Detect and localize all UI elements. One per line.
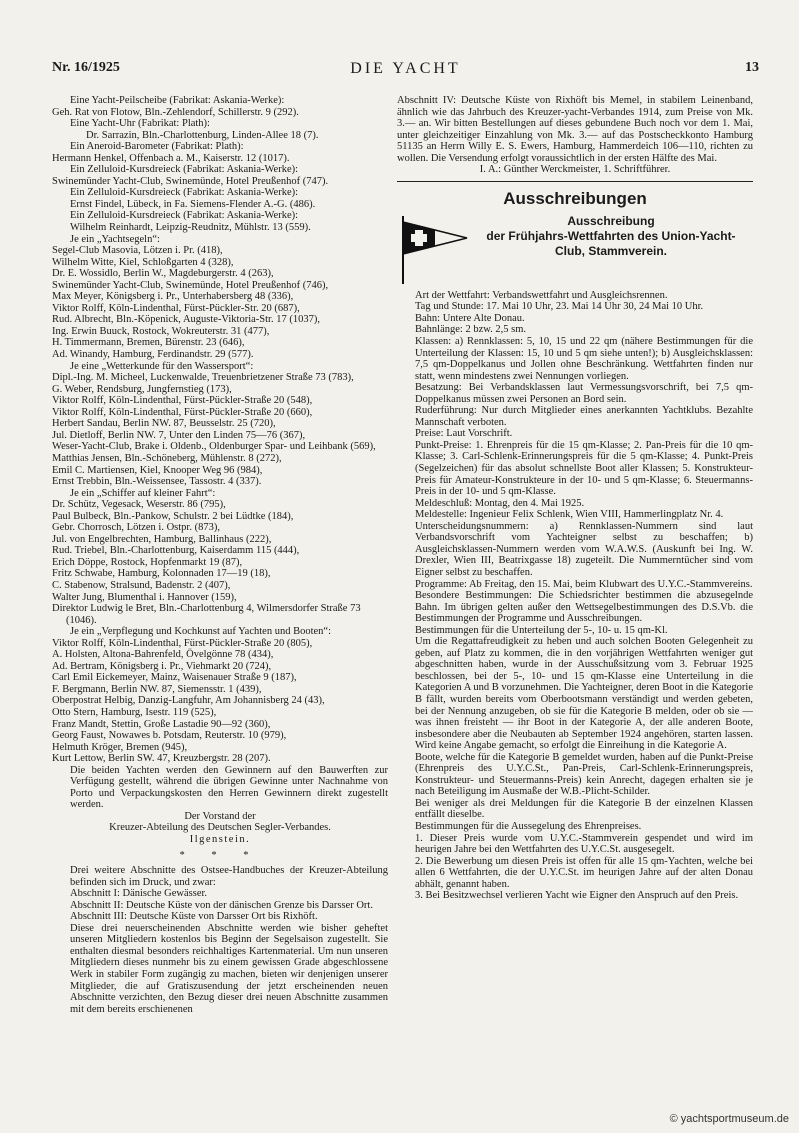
announcement-paragraph: Bei weniger als drei Meldungen für die Kategorie B der einzelnen Klassen entfällt dieselbe. bbox=[415, 797, 753, 821]
list-item: Wilhelm Witte, Kiel, Schloßgarten 4 (328), bbox=[52, 256, 234, 268]
list-item: Dipl.-Ing. M. Micheel, Luckenwalde, Treuenbrietzener Straße 73 (783), bbox=[52, 372, 354, 384]
announcement-title-line-3: Club, Stammverein. bbox=[554, 243, 668, 258]
list-item: Ad. Winandy, Hamburg, Ferdinandstr. 29 (577). bbox=[52, 349, 254, 361]
closing-paragraph: Die beiden Yachten werden den Gewinnern auf den Bauwerften zur Verfügung gestellt, während die übrigen Gewinne unter Nachnahme von Porto und Verpackungskosten den Herren Gewinnern direkt zugestellt werden. bbox=[70, 764, 388, 811]
prize-line: Dr. Sarrazin, Bln.-Charlottenburg, Linden-Allee 18 (7). bbox=[86, 129, 319, 141]
list-item: H. Timmermann, Bremen, Bürenstr. 23 (646), bbox=[52, 337, 245, 349]
list-item: Otto Stern, Hamburg, Isestr. 119 (525), bbox=[52, 706, 217, 718]
announcement-paragraph: Ruderführung: Nur durch Mitglieder eines anerkannten Yachtklubs. Bezahlte Mannschaft verboten. bbox=[415, 405, 753, 428]
list-item: Max Meyer, Königsberg i. Pr., Unterhabersberg 48 (336), bbox=[52, 291, 294, 303]
list-item: Emil C. Martiensen, Kiel, Knooper Weg 96 (984), bbox=[52, 464, 263, 476]
list-item: A. Holsten, Altona-Bahrenfeld, Övelgönne 78 (434), bbox=[52, 649, 274, 661]
announcement-paragraph: Bahn: Untere Alte Donau. bbox=[415, 312, 525, 324]
announcement-paragraph: Meldeschluß: Montag, den 4. Mai 1925. bbox=[415, 497, 585, 509]
list-item: Viktor Rolff, Köln-Lindenthal, Fürst-Pückler-Straße 20 (548), bbox=[52, 395, 313, 407]
horizontal-rule bbox=[397, 181, 753, 182]
handbuch-continuation: Abschnitt IV: Deutsche Küste von Rixhöft bis Memel, in stabilem Leinenband, ähnlich wie das Jahrbuch des Kreuzer-yacht-Verbandes 1914, zum Preise von Mk. 3.— an. Wir bitten Bestellungen auf dieses gebundene Buch noch vor dem 1. Mai, unter gleichzeitiger Einzahlung von Mk. 3.— auf das Postscheckkonto Hamburg 51135 an Herrn Willy E. S. Ewers, Hamburg, Hammerdeich 106—110, richten zu wollen. Die Versendung erfolgt voraussichtlich in der ersten Hälfte des Mai. bbox=[397, 95, 753, 164]
yachtsegeln-list bbox=[52, 245, 388, 360]
abschnitt-2: Abschnitt II: Deutsche Küste von der dänischen Grenze bis Darsser Ort. bbox=[70, 899, 373, 911]
list-item: Gebr. Chorrosch, Lötzen i. Ostpr. (873), bbox=[52, 522, 220, 534]
list-item: Ernst Trebbin, Bln.-Weissensee, Tassostr. 4 (337). bbox=[52, 476, 262, 488]
list-item: Rud. Triebel, Bln.-Charlottenburg, Kaiserdamm 115 (444), bbox=[52, 545, 300, 557]
list-item: Kurt Lettow, Berlin SW. 47, Kreuzbergstr. 28 (207). bbox=[52, 753, 271, 765]
list-item: Jul. von Engelbrechten, Hamburg, Ballinhaus (222), bbox=[52, 533, 272, 545]
abschnitt-3: Abschnitt III: Deutsche Küste von Darsser Ort bis Rixhöft. bbox=[70, 911, 318, 923]
prize-line: Ein Zelluloid-Kursdreieck (Fabrikat: Askania-Werke): bbox=[70, 210, 299, 222]
announcement-paragraph: Bestimmungen für die Aussegelung des Ehrenpreises. bbox=[415, 820, 642, 832]
prize-line: Hermann Henkel, Offenbach a. M., Kaiserstr. 12 (1017). bbox=[52, 152, 290, 164]
handbuch-intro: Drei weitere Abschnitte des Ostsee-Handbuches der Kreuzer-Abteilung befinden sich im Druck, und zwar: bbox=[70, 865, 388, 888]
prize-line: Ein Zelluloid-Kursdreieck (Fabrikat: Askania-Werke): bbox=[70, 187, 299, 199]
announcement-paragraph: Meldestelle: Ingenieur Felix Schlenk, Wien VIII, Hammerlingplatz Nr. 4. bbox=[415, 509, 724, 521]
prize-line: Ein Zelluloid-Kursdreieck (Fabrikat: Askania-Werke): bbox=[70, 164, 299, 176]
handbuch-body: Diese drei neuerscheinenden Abschnitte werden wie bisher geheftet unseren Mitgliedern kostenlos bis Beginn der Segelsaison zugestellt. Sie enthalten diesmal besonders reichhaltiges Kartenmaterial. Um nun unseren Mitgliedern dieses nunmehr bis zu einem gewissen Grade abgeschlossene Werk in stabiler Form zugängig zu machen, bieten wir denjenigen unserer Mitglieder, die auf Gratiszusendung der jetzt erscheinenden neuen Abschnitte verzichten, den Bezug dieser drei neuen Abschnitte zusammen mit dem bereits erschienenen bbox=[70, 922, 388, 1015]
schiffer-list bbox=[52, 499, 388, 626]
list-item: Jul. Dietloff, Berlin NW. 7, Unter den Linden 75—76 (367), bbox=[52, 429, 306, 441]
prize-line: Swinemünder Yacht-Club, Swinemünde, Hotel Preußenhof (747). bbox=[52, 175, 329, 187]
prize-winners-top bbox=[52, 95, 388, 234]
announcement-paragraph: Preise: Laut Vorschrift. bbox=[415, 428, 513, 440]
right-column bbox=[397, 95, 753, 902]
signature-name: Ilgenstein. bbox=[189, 834, 251, 845]
list-item: Franz Mandt, Stettin, Große Lastadie 90—92 (360), bbox=[52, 718, 271, 730]
announcement-paragraph: Boote, welche für die Kategorie B gemeldet wurden, haben auf die Punkt-Preise (Ehrenpreis des U.Y.C.St., Pan-Preis, Carl-Schlenk-Erinnerungspreis, Konstrukteur- und Steuermanns-Preis) kein Anrecht, dagegen erhalten sie je nach Beteiligung im Ausmaße der W.B.-Plicht-Schilder. bbox=[415, 751, 753, 798]
prize-line: Ernst Findel, Lübeck, in Fa. Siemens-Flender A.-G. (486). bbox=[70, 198, 316, 210]
prize-line: Eine Yacht-Peilscheibe (Fabrikat: Askania-Werke): bbox=[70, 95, 285, 106]
prize-line: Eine Yacht-Uhr (Fabrikat: Plath): bbox=[70, 118, 210, 130]
magazine-title: DIE YACHT bbox=[350, 60, 461, 77]
section-divider-stars: * * * bbox=[179, 849, 261, 861]
announcement-paragraph: Bestimmungen für die Unterteilung der 5-, 10- u. 15 qm-Kl. bbox=[415, 624, 668, 636]
club-pennant-icon bbox=[397, 214, 469, 286]
list-item: Fritz Schwabe, Hamburg, Kolonnaden 17—19 (18), bbox=[52, 568, 271, 580]
announcement-paragraph: Programme: Ab Freitag, den 15. Mai, beim Klubwart des U.Y.C.-Stammvereins. bbox=[415, 578, 753, 590]
list-item: Dr. E. Wossidlo, Berlin W., Magdeburgerstr. 4 (263), bbox=[52, 268, 274, 280]
prize-line: Wilhelm Reinhardt, Leipzig-Reudnitz, Mühlstr. 13 (559). bbox=[70, 222, 311, 234]
list-item: Weser-Yacht-Club, Brake i. Oldenb., Oldenburger Spar- und Leihbank (569), bbox=[52, 441, 376, 453]
watermark: © yachtsportmuseum.de bbox=[669, 1113, 789, 1125]
announcement-paragraph: Besondere Bestimmungen: Die Schiedsrichter bestimmen die abzusegelnde Bahn. Im übrigen gelten außer den Wettsegelbestimmungen des D.S.Vb. die Bestimmungen der Programme und Ausschreibungen. bbox=[415, 590, 753, 625]
announcement-paragraph: Unterscheidungsnummern: a) Rennklassen-Nummern sind laut Verbandsvorschrift vom Yachteigner selbst zu beschaffen; b) Ausgleichsklassen-Nummern werden vom W.A.W.S. (Auskunft bei Ing. W. Drexler, Wien III, Beatrixgasse 18) zugeteilt. Die Nummerntücher sind vom Eigner selbst zu beschaffen. bbox=[415, 520, 753, 578]
announcement-paragraph: Art der Wettfahrt: Verbandswettfahrt und Ausgleichsrennen. bbox=[415, 289, 668, 301]
list-item: Georg Faust, Nowawes b. Potsdam, Reuterstr. 10 (979), bbox=[52, 730, 287, 742]
announcement-paragraph: 1. Dieser Preis wurde vom U.Y.C.-Stammverein gespendet und wird im heurigen Jahre bei den Wettfahrten des U.Y.C.St. ausgesegelt. bbox=[415, 832, 753, 856]
abschnitt-1: Abschnitt I: Dänische Gewässer. bbox=[70, 888, 208, 900]
list-item: Segel-Club Masovia, Lötzen i. Pr. (418), bbox=[52, 245, 223, 257]
list-item: Erich Döppe, Rostock, Hopfenmarkt 19 (87), bbox=[52, 556, 243, 568]
list-item: Helmuth Kröger, Bremen (945), bbox=[52, 741, 188, 753]
announcement-title bbox=[469, 214, 753, 259]
list-item: Swinemünder Yacht-Club, Swinemünde, Hotel Preußenhof (746), bbox=[52, 279, 329, 291]
list-item: Viktor Rolff, Köln-Lindenthal, Fürst-Pückler-Str. 20 (687), bbox=[52, 302, 300, 314]
announcement-paragraph: 2. Die Bewerbung um diesen Preis ist offen für alle 15 qm-Yachten, welche bei allen 6 Wettfahrten, die der U.Y.C.St. im heurigen Jahre auf der alten Donau abhält, genannt haben. bbox=[415, 855, 753, 890]
wetterkunde-list bbox=[52, 372, 388, 487]
prize-line: Geh. Rat von Flotow, Bln.-Zehlendorf, Schillerstr. 9 (292). bbox=[52, 106, 299, 118]
list-item: Viktor Rolff, Köln-Lindenthal, Fürst-Pückler-Straße 20 (660), bbox=[52, 406, 313, 418]
page-number: 13 bbox=[745, 60, 759, 75]
prize-line: Ein Aneroid-Barometer (Fabrikat: Plath): bbox=[70, 141, 244, 153]
yachtsegeln-heading: Je ein „Yachtsegeln“: bbox=[70, 233, 160, 245]
signature-line-2: Kreuzer-Abteilung des Deutschen Segler-Verbandes. bbox=[109, 822, 331, 834]
page-header bbox=[52, 60, 759, 82]
announcement-title-line-1: Ausschreibung bbox=[567, 213, 655, 228]
announcement-title-line-2: der Frühjahrs-Wettfahrten des Union-Yacht- bbox=[486, 228, 736, 243]
list-item: Viktor Rolff, Köln-Lindenthal, Fürst-Pückler-Straße 20 (805), bbox=[52, 637, 313, 649]
announcement-header bbox=[397, 214, 753, 286]
verpflegung-list bbox=[52, 638, 388, 765]
list-item: Dr. Schütz, Vegesack, Weserstr. 86 (795), bbox=[52, 499, 226, 511]
announcement-paragraph: Besatzung: Bei Verbandsklassen laut Vermessungsvorschrift, bei 7,5 qm-Doppelkanus müssen zwei Personen an Bord sein. bbox=[415, 382, 753, 405]
list-item: Paul Bulbeck, Bln.-Pankow, Schulstr. 2 bei Lüdtke (184), bbox=[52, 510, 294, 522]
list-item: Herbert Sandau, Berlin NW. 87, Beusselstr. 25 (720), bbox=[52, 418, 276, 430]
verpflegung-heading: Je ein „Verpflegung und Kochkunst auf Yachten und Booten“: bbox=[70, 626, 331, 638]
left-column bbox=[52, 95, 388, 1015]
announcement-paragraph: Punkt-Preise: 1. Ehrenpreis für die 15 qm-Klasse; 2. Pan-Preis für die 10 qm-Klasse; 3. Carl-Schlenk-Erinnerungspreis für die 5 qm-Klasse; 4. Punkt-Preis (Segelzeichen) für das absolut schnellste Boot aller Klassen; 5. Konstrukteur-Preis für Amateur-Konstrukteure in der 10- und 5 qm-Klasse; 6. Steuermanns-Preis in der 10- und 5 qm-Klasse. bbox=[415, 439, 753, 498]
announcement-paragraph: Bahnlänge: 2 bzw. 2,5 sm. bbox=[415, 324, 527, 336]
signature-line-1: Der Vorstand der bbox=[184, 810, 256, 822]
list-item: Matthias Jensen, Bln.-Schöneberg, Mühlenstr. 8 (272), bbox=[52, 452, 282, 464]
list-item: Ing. Erwin Buuck, Rostock, Wokreuterstr. 31 (477), bbox=[52, 325, 270, 337]
list-item: C. Stabenow, Stralsund, Badenstr. 2 (407), bbox=[52, 579, 231, 591]
list-item: Ad. Bertram, Königsberg i. Pr., Viehmarkt 20 (724), bbox=[52, 660, 272, 672]
issue-number: Nr. 16/1925 bbox=[52, 60, 120, 75]
list-item: Walter Jung, Blumenthal i. Hannover (159), bbox=[52, 591, 237, 603]
announcement-body bbox=[397, 290, 753, 902]
list-item: F. Bergmann, Berlin NW. 87, Siemensstr. 1 (439), bbox=[52, 683, 262, 695]
announcement-paragraph: 3. Bei Besitzwechsel verlieren Yacht wie Eigner den Anspruch auf den Preis. bbox=[415, 890, 739, 902]
list-item: G. Weber, Rendsburg, Jungfernstieg (173), bbox=[52, 383, 232, 395]
secretary-signature: I. A.: Günther Werckmeister, 1. Schriftführer. bbox=[479, 164, 671, 176]
list-item: Oberpostrat Helbig, Danzig-Langfuhr, Am Johannisberg 24 (43), bbox=[52, 695, 325, 707]
list-item: Rud. Albrecht, Bln.-Köpenick, Auguste-Viktoria-Str. 17 (1037), bbox=[52, 314, 320, 326]
section-title-ausschreibungen: Ausschreibungen bbox=[503, 188, 647, 208]
wetterkunde-heading: Je eine „Wetterkunde für den Wassersport“: bbox=[70, 360, 254, 372]
announcement-paragraph: Tag und Stunde: 17. Mai 10 Uhr, 23. Mai 14 Uhr 30, 24 Mai 10 Uhr. bbox=[415, 301, 704, 313]
list-item: Carl Emil Eickemeyer, Mainz, Waisenauer Straße 9 (187), bbox=[52, 672, 297, 684]
announcement-paragraph: Um die Regattafreudigkeit zu heben und auch solchen Booten Gelegenheit zu geben, auf Platz zu kommen, die in den vorjährigen Wettfahrten weniger gut abgeschnitten haben, wurde in der Ausschußsitzung vom 3. Februar 1925 beschlossen, bei der 5-, 10- und 15 qm-Klasse eine Unterteilung in die Kategorien A und B vorzunehmen. Die Yachteigner, deren Boot in die Kategorie B fällt, wurden bereits vom Oberbootsmann verständigt und werden gebeten, bei der Nennung anzugeben, ob sie für die Kategorie B melden, oder ob sie — was ihnen freisteht — ihr Boot in der Kategorie A, der alle anderen Boote, insbesondere aber die Neubauten ab September 1924 angehören, starten lassen. Wird keine Angabe gemacht, so erfolgt die Einreihung in die Kategorie A. bbox=[415, 636, 753, 752]
list-item: Direktor Ludwig le Bret, Bln.-Charlottenburg 4, Wilmersdorfer Straße 73 (1046). bbox=[52, 603, 361, 626]
schiffer-heading: Je ein „Schiffer auf kleiner Fahrt“: bbox=[70, 487, 216, 499]
announcement-paragraph: Klassen: a) Rennklassen: 5, 10, 15 und 22 qm (nähere Bestimmungen für die Unterteilung der Klassen: 15, 10 und 5 qm siehe unten!); b) Ausgleichsklassen: 7,5 qm-Doppelkanus und Jollen ohne Beschränkung. Wettfahrten finden nur statt, wenn mindestens zwei Nennungen vorliegen. bbox=[415, 336, 753, 382]
